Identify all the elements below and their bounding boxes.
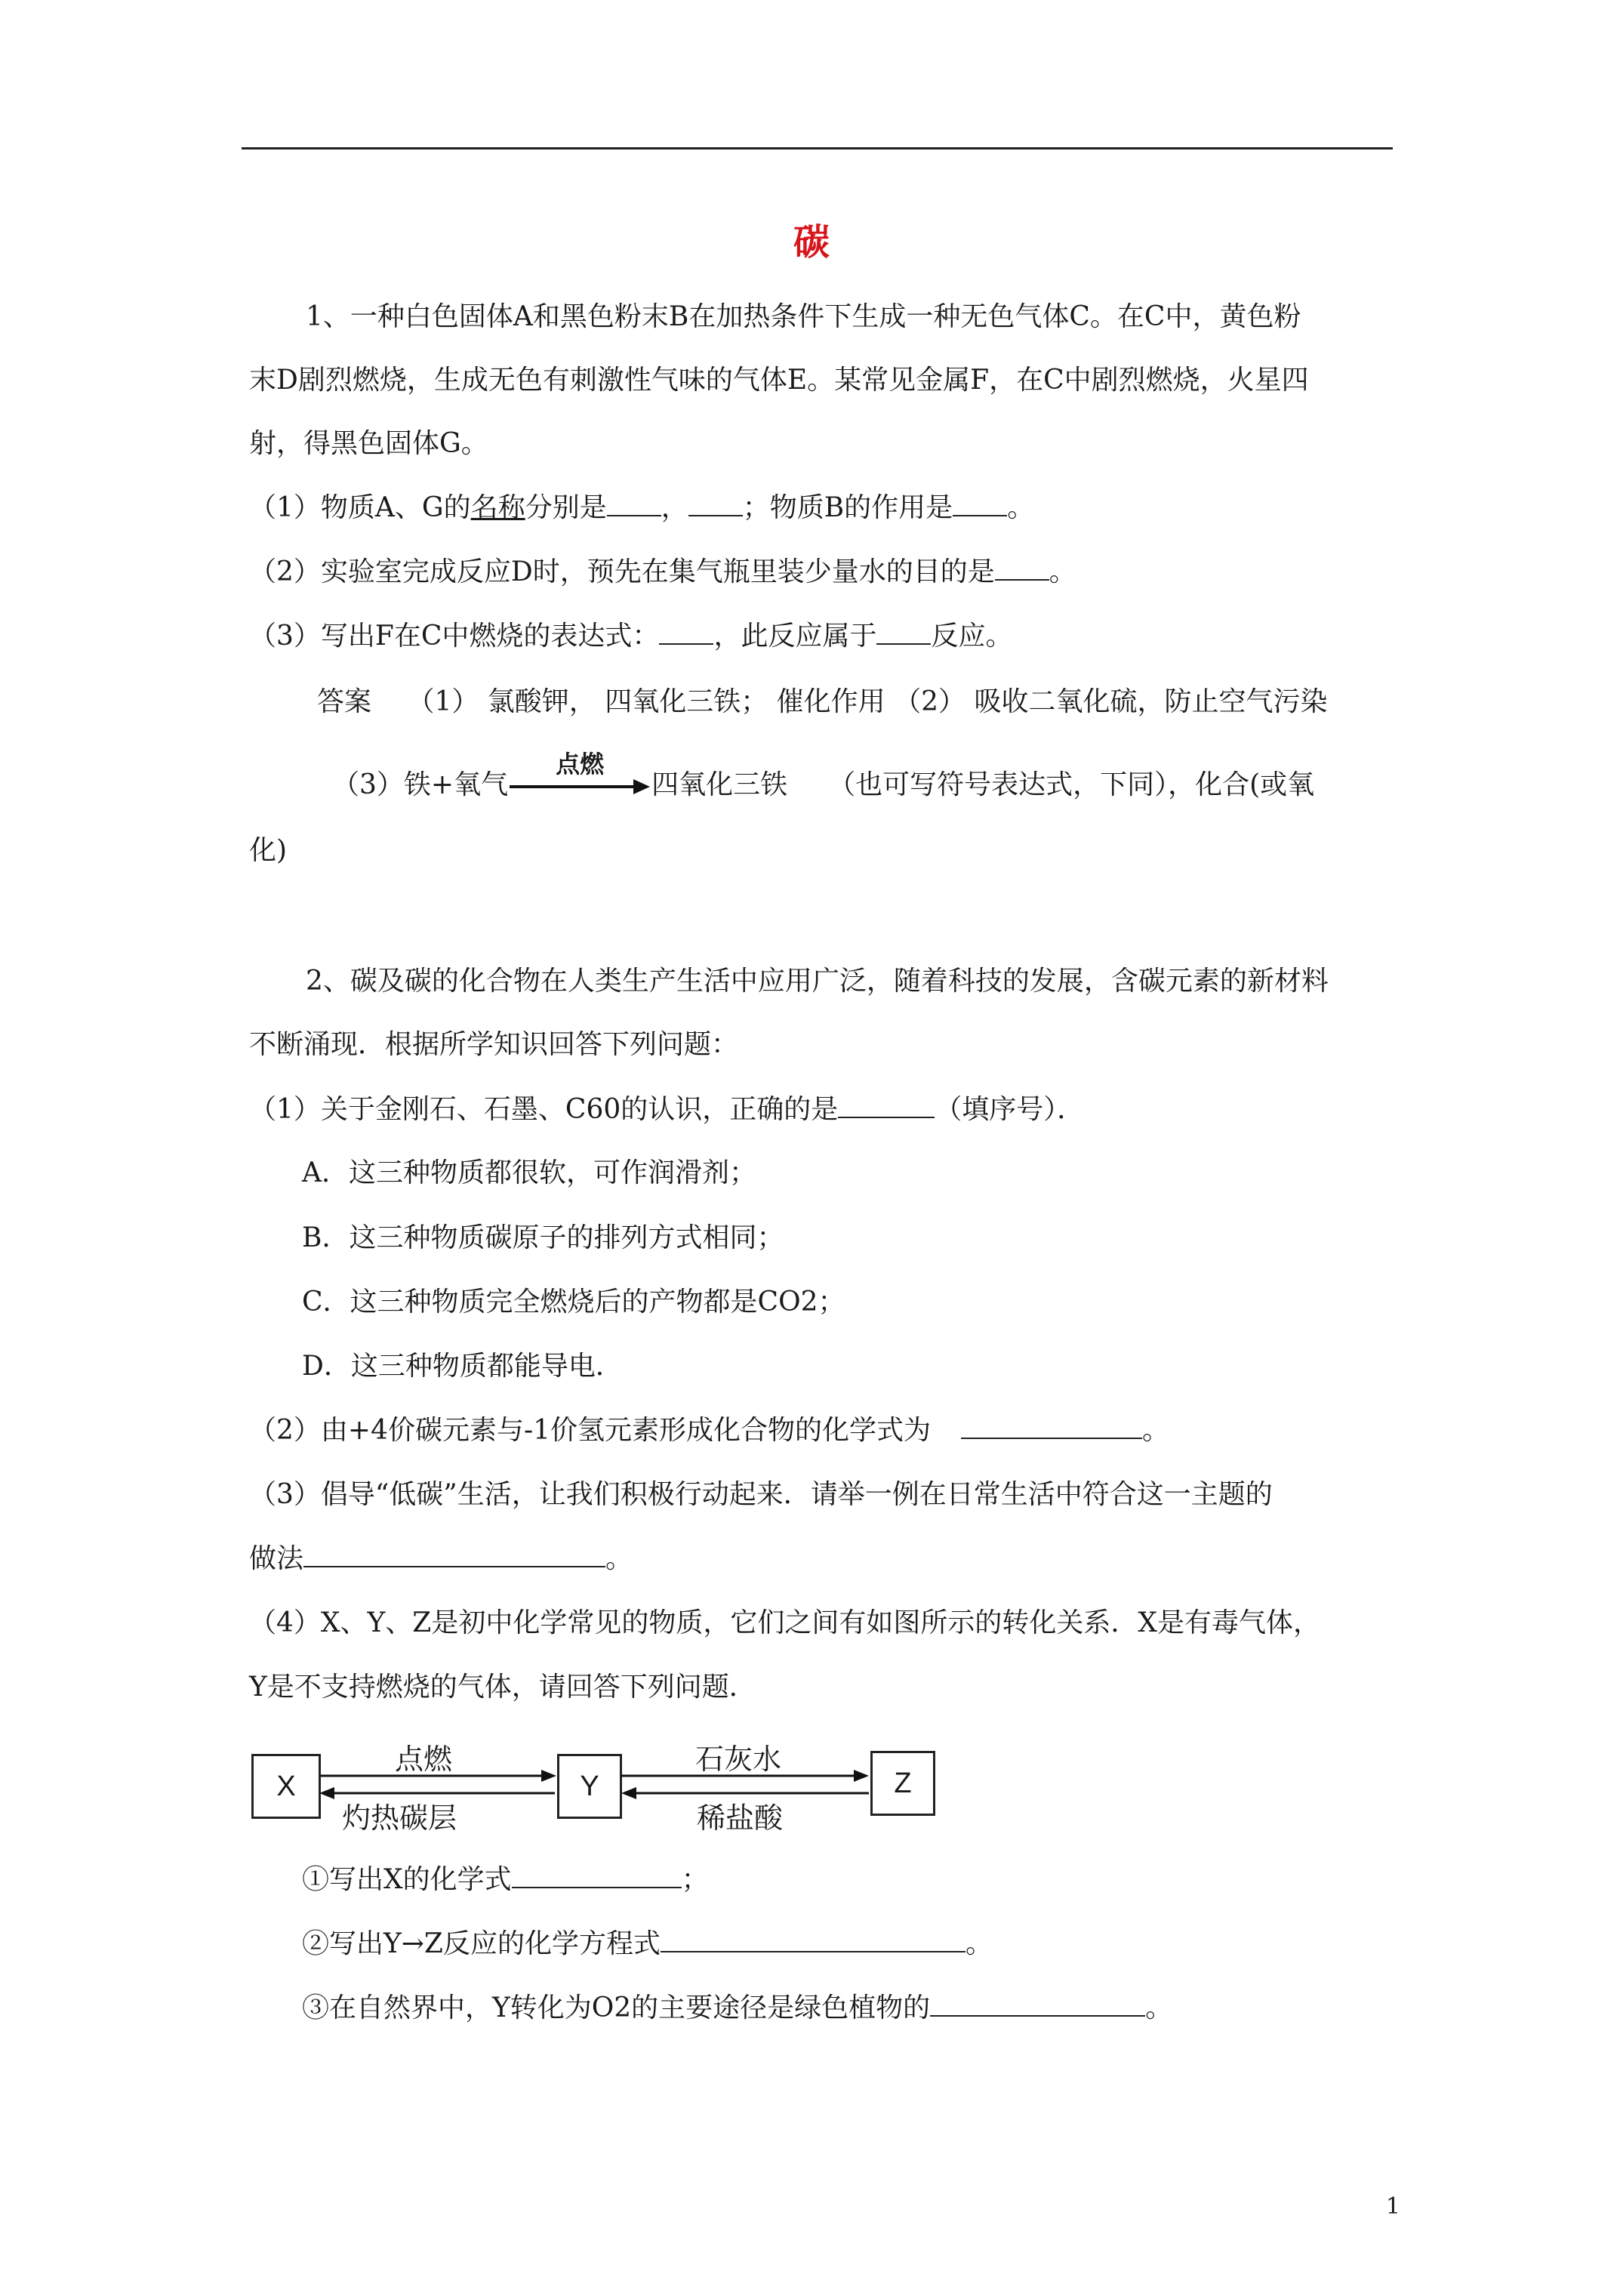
q1-part1 (249, 492, 1034, 525)
q2-option-d: D．这三种物质都能导电． (302, 1351, 623, 1382)
q2-part4-line2: Y是不支持燃烧的气体，请回答下列问题． (249, 1672, 756, 1703)
q2-sub2 (302, 1928, 993, 1961)
reaction-condition: 点燃 (556, 750, 605, 778)
q2-sub2-pre: ②写出Y→Z反应的化学方程式 (302, 1928, 661, 1959)
q2-part3-pre: 做法 (249, 1543, 304, 1574)
q2-option-c: C．这三种物质完全燃烧后的产物都是CO2； (302, 1287, 845, 1318)
node-z: Z (870, 1751, 935, 1816)
q1-stem-line2: 末D剧烈燃烧，生成无色有刺激性气味的气体E。某常见金属F，在C中剧烈燃烧，火星四 (249, 365, 1309, 396)
q2-part3-line2 (249, 1542, 633, 1576)
answer-blank[interactable] (838, 1094, 935, 1118)
q2-stem-line1: 2、碳及碳的化合物在人类生产生活中应用广泛，随着科技的发展，含碳元素的新材料 (306, 966, 1329, 997)
q1-part3-mid: ，此反应属于 (713, 621, 877, 652)
answer-blank[interactable] (953, 492, 1007, 516)
header-rule (242, 147, 1393, 149)
answer-blank[interactable] (512, 1864, 682, 1888)
q2-sub1-end: ； (681, 1864, 709, 1895)
answer-blank[interactable] (607, 492, 661, 516)
label-ignite: 点燃 (395, 1743, 453, 1776)
conversion-diagram (251, 1740, 938, 1835)
q2-sub1 (302, 1863, 709, 1897)
q2-part1 (249, 1093, 1084, 1126)
q1-part1-mid3: ；物质B的作用是 (742, 492, 953, 523)
q2-part1-end: （填序号）． (935, 1094, 1085, 1125)
q2-part2 (249, 1414, 1169, 1447)
reaction-arrow (508, 750, 651, 803)
q1-part1-pre: （1）物质A、G的 (249, 492, 471, 523)
label-dilute-hcl: 稀盐酸 (697, 1801, 784, 1835)
q2-part4-line1: （4）X、Y、Z是初中化学常见的物质，它们之间有如图所示的转化关系．X是有毒气体， (249, 1607, 1320, 1638)
q2-option-b: B．这三种物质碳原子的排列方式相同； (302, 1222, 784, 1253)
q1-stem-line3: 射，得黑色固体G。 (249, 428, 488, 459)
answer-blank[interactable] (995, 556, 1049, 581)
q2-option-a: A．这三种物质都很软，可作润滑剂； (302, 1157, 756, 1188)
q1-answer-product: 四氧化三铁 （也可写符号表达式，下同），化合(或氧 (651, 769, 1315, 800)
label-hot-carbon: 灼热碳层 (342, 1801, 457, 1835)
answer-blank[interactable] (961, 1415, 1142, 1439)
q2-sub2-end: 。 (965, 1928, 993, 1959)
q1-part1-end: 。 (1007, 492, 1035, 523)
q2-part2-pre: （2）由+4价碳元素与-1价氢元素形成化合物的化学式为 (249, 1415, 932, 1446)
q1-stem-line1: 1、一种白色固体A和黑色粉末B在加热条件下生成一种无色气体C。在C中，黄色粉 (306, 301, 1301, 332)
q1-part2-end: 。 (1049, 556, 1076, 587)
q1-answer-line3: 化) (249, 835, 288, 866)
q2-sub1-pre: ①写出X的化学式 (302, 1864, 512, 1895)
label-limewater: 石灰水 (695, 1743, 782, 1776)
q2-sub3 (302, 1992, 1172, 2025)
answer-blank[interactable] (930, 1992, 1145, 2017)
answer-blank[interactable] (688, 492, 743, 516)
q2-stem-line2: 不断涌现．根据所学知识回答下列问题： (249, 1029, 739, 1060)
node-x: X (251, 1754, 321, 1819)
q2-part3-end: 。 (605, 1543, 633, 1574)
q1-answer-line2 (332, 750, 1315, 803)
node-y: Y (557, 1754, 622, 1819)
q1-part3-end: 反应。 (931, 621, 1013, 652)
q2-part2-end: 。 (1142, 1415, 1170, 1446)
q1-answer-line1: 答案 （1） 氯酸钾， 四氧化三铁； 催化作用 （2） 吸收二氧化硫，防止空气污染 (317, 686, 1328, 717)
q1-part1-mid1: 分别是 (525, 492, 607, 523)
page-title: 碳 (793, 221, 830, 264)
q2-sub3-end: 。 (1145, 1992, 1173, 2023)
q1-part3 (249, 620, 1012, 653)
q1-answer-reactants: （3）铁+氧气 (332, 769, 509, 800)
q1-part2 (249, 556, 1076, 589)
q2-part3-line1: （3）倡导“低碳”生活，让我们积极行动起来．请举一例在日常生活中符合这一主题的 (249, 1479, 1273, 1510)
q2-sub3-pre: ③在自然界中，Y转化为O2的主要途径是绿色植物的 (302, 1992, 931, 2023)
answer-blank[interactable] (661, 1928, 965, 1952)
answer-blank[interactable] (659, 621, 713, 645)
right-arrow-icon (508, 770, 651, 803)
answer-blank[interactable] (303, 1543, 605, 1567)
page-number: 1 (1385, 2193, 1400, 2220)
q2-part1-pre: （1）关于金刚石、石墨、C60的认识，正确的是 (249, 1094, 839, 1125)
answer-blank[interactable] (876, 621, 931, 645)
q1-part1-underlined: 名称 (470, 492, 525, 523)
q1-part3-pre: （3）写出F在C中燃烧的表达式： (249, 621, 660, 652)
q1-part2-pre: （2）实验室完成反应D时，预先在集气瓶里装少量水的目的是 (249, 556, 995, 587)
q1-part1-mid2: ， (661, 492, 688, 523)
